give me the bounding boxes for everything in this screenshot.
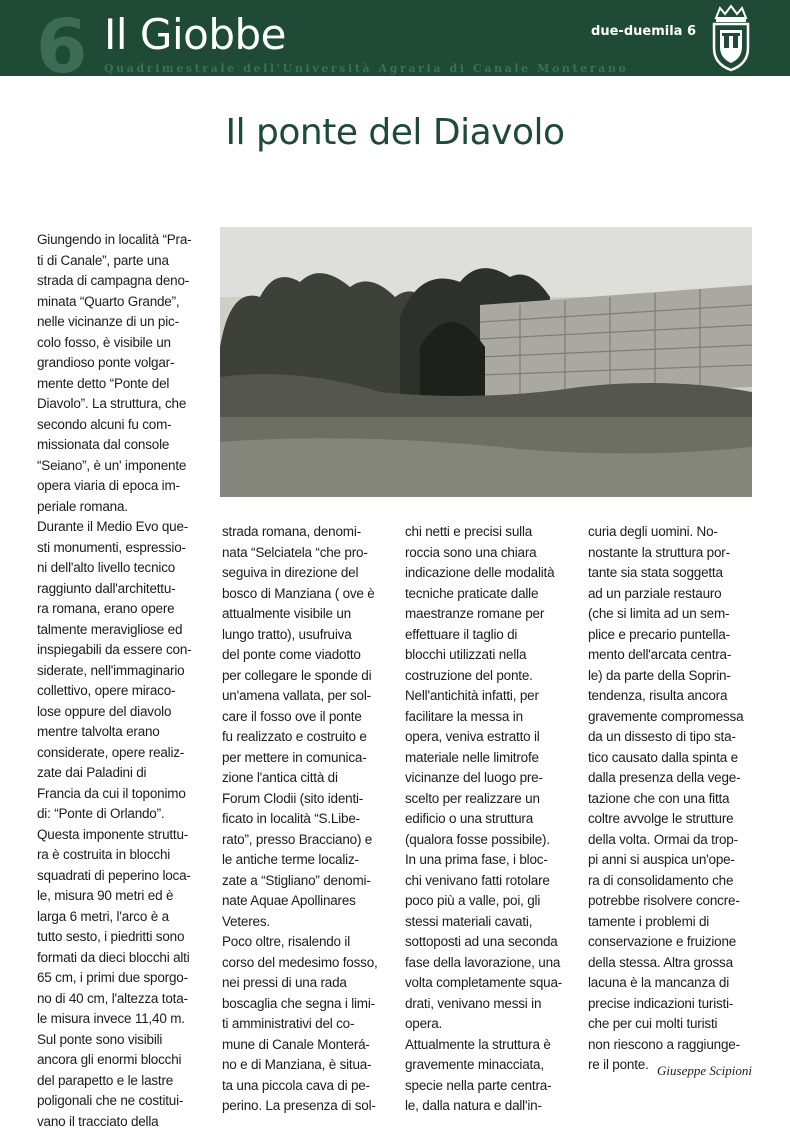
- text-line: Francia da cui il toponimo: [37, 784, 209, 805]
- text-line: nelle vicinanze di un pic-: [37, 312, 209, 333]
- text-line: bosco di Manziana ( ove è: [222, 584, 390, 605]
- text-line: gravemente minacciata,: [405, 1055, 573, 1076]
- text-line: tazione che con una fitta: [588, 789, 752, 810]
- text-line: specie nella parte centra-: [405, 1076, 573, 1097]
- text-line: le antiche terme localiz-: [222, 850, 390, 871]
- text-line: ni dell'alto livello tecnico: [37, 558, 209, 579]
- text-line: sti monumenti, espressio-: [37, 538, 209, 559]
- text-line: effettuare il taglio di: [405, 625, 573, 646]
- text-line: nata “Selciatela “che pro-: [222, 543, 390, 564]
- article-column-3: [405, 522, 573, 1117]
- text-line: potrebbe risolvere concre-: [588, 891, 752, 912]
- text-line: strada romana, denomi-: [222, 522, 390, 543]
- article-title: Il ponte del Diavolo: [0, 112, 790, 153]
- text-line: Diavolo”. La struttura, che: [37, 394, 209, 415]
- text-line: lose oppure del diavolo: [37, 702, 209, 723]
- text-line: chi netti e precisi sulla: [405, 522, 573, 543]
- text-line: formati da dieci blocchi alti: [37, 948, 209, 969]
- text-line: lungo tratto), usufruiva: [222, 625, 390, 646]
- text-line: poligonali che ne costitui-: [37, 1091, 209, 1112]
- text-line: squadrati di peperino loca-: [37, 866, 209, 887]
- text-line: ad un parziale restauro: [588, 584, 752, 605]
- text-line: attualmente visibile un: [222, 604, 390, 625]
- text-line: talmente meravigliose ed: [37, 620, 209, 641]
- text-line: Forum Clodii (sito identi-: [222, 789, 390, 810]
- text-line: della volta. Ormai da trop-: [588, 830, 752, 851]
- text-line: grandioso ponte volgar-: [37, 353, 209, 374]
- text-line: seguiva in direzione del: [222, 563, 390, 584]
- text-line: opera, veniva estratto il: [405, 727, 573, 748]
- text-line: le misura invece 11,40 m.: [37, 1009, 209, 1030]
- text-line: fu realizzato e costruito e: [222, 727, 390, 748]
- text-line: drati, venivano messi in: [405, 994, 573, 1015]
- issue-label: due-duemila 6: [591, 24, 696, 39]
- text-line: poco più a valle, poi, gli: [405, 891, 573, 912]
- text-line: gravemente compromessa: [588, 707, 752, 728]
- text-line: del parapetto e le lastre: [37, 1071, 209, 1092]
- text-line: tante sia stata soggetta: [588, 563, 752, 584]
- text-line: Sul ponte sono visibili: [37, 1030, 209, 1051]
- text-line: lacuna è la mancanza di: [588, 973, 752, 994]
- text-line: opera viaria di epoca im-: [37, 476, 209, 497]
- text-line: pi anni si auspica un'ope-: [588, 850, 752, 871]
- text-line: zione l'antica città di: [222, 768, 390, 789]
- text-line: vano il tracciato della: [37, 1112, 209, 1132]
- text-line: “Seiano”, è un' imponente: [37, 456, 209, 477]
- text-line: considerate, opere realiz-: [37, 743, 209, 764]
- author-name: Giuseppe Scipioni: [657, 1063, 752, 1079]
- text-line: coltre avvolge le strutture: [588, 809, 752, 830]
- coat-of-arms-icon: [708, 4, 754, 72]
- text-line: volta completamente squa-: [405, 973, 573, 994]
- text-line: del ponte come viadotto: [222, 645, 390, 666]
- text-line: chi venivano fatti rotolare: [405, 871, 573, 892]
- text-line: che per cui molti turisti: [588, 1014, 752, 1035]
- text-line: blocchi utilizzati nella: [405, 645, 573, 666]
- text-line: no di 40 cm, l'altezza tota-: [37, 989, 209, 1010]
- text-line: facilitare la messa in: [405, 707, 573, 728]
- text-line: collettivo, opere miraco-: [37, 681, 209, 702]
- text-line: roccia sono una chiara: [405, 543, 573, 564]
- text-line: Poco oltre, risalendo il: [222, 932, 390, 953]
- text-line: precise indicazioni turisti-: [588, 994, 752, 1015]
- text-line: della stessa. Altra grossa: [588, 953, 752, 974]
- text-line: edificio o una struttura: [405, 809, 573, 830]
- text-line: materiale nelle limitrofe: [405, 748, 573, 769]
- text-line: dalla presenza della vege-: [588, 768, 752, 789]
- text-line: ra è costruita in blocchi: [37, 845, 209, 866]
- text-line: Giungendo in località “Pra-: [37, 230, 209, 251]
- text-line: per mettere in comunica-: [222, 748, 390, 769]
- article-column-1: [37, 230, 209, 1132]
- text-line: re il ponte.: [588, 1055, 752, 1076]
- text-line: Attualmente la struttura è: [405, 1035, 573, 1056]
- text-line: inspiegabili da essere con-: [37, 640, 209, 661]
- text-line: tendenza, risulta ancora: [588, 686, 752, 707]
- article-column-2: [222, 522, 390, 1117]
- text-line: costruzione del ponte.: [405, 666, 573, 687]
- text-line: larga 6 metri, l'arco è a: [37, 907, 209, 928]
- text-line: Durante il Medio Evo que-: [37, 517, 209, 538]
- text-line: conservazione e fruizione: [588, 932, 752, 953]
- text-line: raggiunto dall'architettu-: [37, 579, 209, 600]
- issue-number: 6: [36, 10, 88, 76]
- text-line: care il fosso ove il ponte: [222, 707, 390, 728]
- text-line: colo fosso, è visibile un: [37, 333, 209, 354]
- text-line: le, misura 90 metri ed è: [37, 886, 209, 907]
- text-line: le) da parte della Soprin-: [588, 666, 752, 687]
- text-line: ti di Canale”, parte una: [37, 251, 209, 272]
- bridge-photo: [220, 227, 752, 497]
- text-line: mune di Canale Monterá-: [222, 1035, 390, 1056]
- article-column-4: [588, 522, 752, 1076]
- text-line: Nell'antichità infatti, per: [405, 686, 573, 707]
- text-line: sottoposti ad una seconda: [405, 932, 573, 953]
- text-line: le, dalla natura e dall'in-: [405, 1096, 573, 1117]
- text-line: zate dai Paladini di: [37, 763, 209, 784]
- text-line: tamente i problemi di: [588, 912, 752, 933]
- text-line: tico causato dalla spinta e: [588, 748, 752, 769]
- text-line: non riescono a raggiunge-: [588, 1035, 752, 1056]
- text-line: (qualora fosse possibile).: [405, 830, 573, 851]
- text-line: fase della lavorazione, una: [405, 953, 573, 974]
- text-line: missionata dal console: [37, 435, 209, 456]
- text-line: nostante la struttura por-: [588, 543, 752, 564]
- text-line: scelto per realizzare un: [405, 789, 573, 810]
- text-line: strada di campagna deno-: [37, 271, 209, 292]
- text-line: periale romana.: [37, 497, 209, 518]
- text-line: mento dell'arcata centra-: [588, 645, 752, 666]
- text-line: tutto sesto, i piedritti sono: [37, 927, 209, 948]
- text-line: plice e precario puntella-: [588, 625, 752, 646]
- text-line: stessi materiali cavati,: [405, 912, 573, 933]
- text-line: boscaglia che segna i limi-: [222, 994, 390, 1015]
- text-line: tecniche praticate dalle: [405, 584, 573, 605]
- text-line: perino. La presenza di sol-: [222, 1096, 390, 1117]
- text-line: Questa imponente struttu-: [37, 825, 209, 846]
- text-line: In una prima fase, i bloc-: [405, 850, 573, 871]
- text-line: per collegare le sponde di: [222, 666, 390, 687]
- text-line: ra di consolidamento che: [588, 871, 752, 892]
- text-line: opera.: [405, 1014, 573, 1035]
- text-line: ficato in località “S.Libe-: [222, 809, 390, 830]
- text-line: indicazione delle modalità: [405, 563, 573, 584]
- text-line: siderate, nell'immaginario: [37, 661, 209, 682]
- text-line: ancora gli enormi blocchi: [37, 1050, 209, 1071]
- text-line: no e di Manziana, è situa-: [222, 1055, 390, 1076]
- text-line: (che si limita ad un sem-: [588, 604, 752, 625]
- magazine-subtitle: Quadrimestrale dell'Università Agraria di Canale Monterano: [104, 62, 628, 75]
- text-line: mentre talvolta erano: [37, 722, 209, 743]
- text-line: ti amministrativi del co-: [222, 1014, 390, 1035]
- text-line: ra romana, erano opere: [37, 599, 209, 620]
- text-line: vicinanze del luogo pre-: [405, 768, 573, 789]
- text-line: minata “Quarto Grande”,: [37, 292, 209, 313]
- text-line: zate a “Stigliano” denomi-: [222, 871, 390, 892]
- masthead: [0, 0, 790, 76]
- text-line: secondo alcuni fu com-: [37, 415, 209, 436]
- text-line: mente detto “Ponte del: [37, 374, 209, 395]
- text-line: corso del medesimo fosso,: [222, 953, 390, 974]
- text-line: curia degli uomini. No-: [588, 522, 752, 543]
- text-line: 65 cm, i primi due sporgo-: [37, 968, 209, 989]
- magazine-title: Il Giobbe: [104, 14, 286, 56]
- text-line: da un dissesto di tipo sta-: [588, 727, 752, 748]
- text-line: ta una piccola cava di pe-: [222, 1076, 390, 1097]
- text-line: un'amena vallata, per sol-: [222, 686, 390, 707]
- text-line: maestranze romane per: [405, 604, 573, 625]
- text-line: nate Aquae Apollinares: [222, 891, 390, 912]
- text-line: Veteres.: [222, 912, 390, 933]
- text-line: nei pressi di una rada: [222, 973, 390, 994]
- text-line: di: “Ponte di Orlando”.: [37, 804, 209, 825]
- text-line: rato”, presso Bracciano) e: [222, 830, 390, 851]
